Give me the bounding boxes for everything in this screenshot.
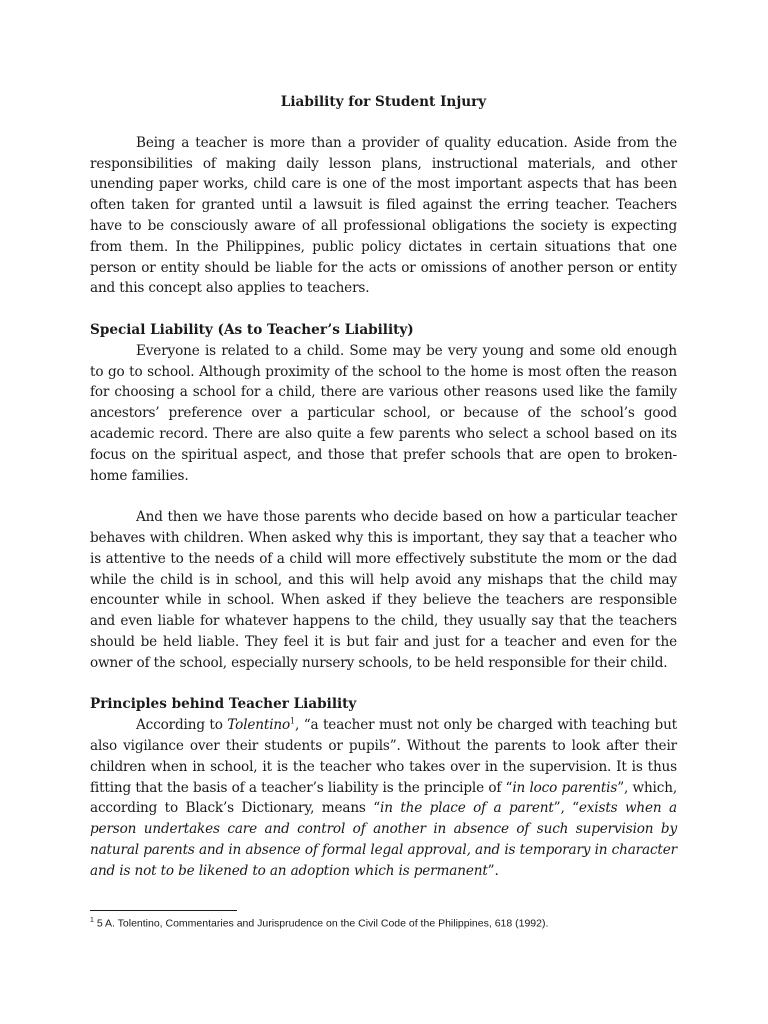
document-title: Liability for Student Injury bbox=[280, 94, 487, 110]
section-heading-special-liability: Special Liability (As to Teacher’s Liability) bbox=[90, 321, 414, 338]
author-name: Tolentino bbox=[227, 717, 291, 734]
paragraph-principles bbox=[90, 715, 677, 881]
paragraph-parents: And then we have those parents who decide based on how a particular teacher behaves with children. When asked why this is important, they say that a teacher who is attentive to the needs of a child will more effectively substitute the mom or the dad while the child is in school, and this will help avoid any mishaps that the child may encounter while in school. When asked if they believe the teachers are responsible and even liable for whatever happens to the child, they usually say that the teachers should be held liable. They feel it is but fair and just for a teacher and even for the owner of the school, especially nursery schools, to be held responsible for their child. bbox=[90, 509, 677, 671]
paragraph-special-liability: Everyone is related to a child. Some may be very young and some old enough to go to school. Although proximity of the school to the home is most often the reason for choosing a school for a child, there are various other reasons used like the family ancestors’ preference over a particular school, or because of the school’s good academic record. There are also quite a few parents who select a school based on its focus on the spiritual aspect, and those that prefer schools that are open to broken-home families. bbox=[90, 342, 677, 484]
text-run: According to bbox=[136, 717, 228, 734]
text-run: ”, “ bbox=[553, 800, 579, 817]
text-run: , “a teacher must not only be charged with teaching but also vigilance over their students or pupils”. Without the parents to look after their children when in school, it is the teacher who takes over in the supervision. It is thus fitting that the basis of a teacher’s liability is the principle of “ bbox=[90, 717, 677, 796]
document-body bbox=[90, 92, 677, 881]
text-run: ”. bbox=[487, 862, 499, 879]
text-run: ”, which, according to Black’s Dictionary, means “ bbox=[90, 779, 677, 817]
definition-quote: in the place of a parent bbox=[380, 800, 554, 817]
footnote bbox=[90, 917, 690, 930]
definition-quote: exists when a person undertakes care and control of another in absence of such supervision by natural parents and in absence of formal legal approval, and is temporary in character and is not to be likened to an adoption which is permanent bbox=[90, 800, 677, 879]
footnote-reference: 1 bbox=[290, 716, 295, 726]
footnote-separator bbox=[90, 910, 237, 911]
footnote-number: 1 bbox=[90, 917, 94, 924]
footnote-text: 5 A. Tolentino, Commentaries and Jurisprudence on the Civil Code of the Philippines, 618 (1992). bbox=[93, 917, 549, 930]
paragraph-intro: Being a teacher is more than a provider of quality education. Aside from the responsibilities of making daily lesson plans, instructional materials, and other unending paper works, child care is one of the most important aspects that has been often taken for granted until a lawsuit is filed against the erring teacher. Teachers have to be consciously aware of all professional obligations the society is expecting from them. In the Philippines, public policy dictates in certain situations that one person or entity should be liable for the acts or omissions of another person or entity and this concept also applies to teachers. bbox=[90, 134, 677, 297]
latin-term: in loco parentis bbox=[512, 779, 618, 796]
section-heading-principles: Principles behind Teacher Liability bbox=[90, 696, 357, 713]
